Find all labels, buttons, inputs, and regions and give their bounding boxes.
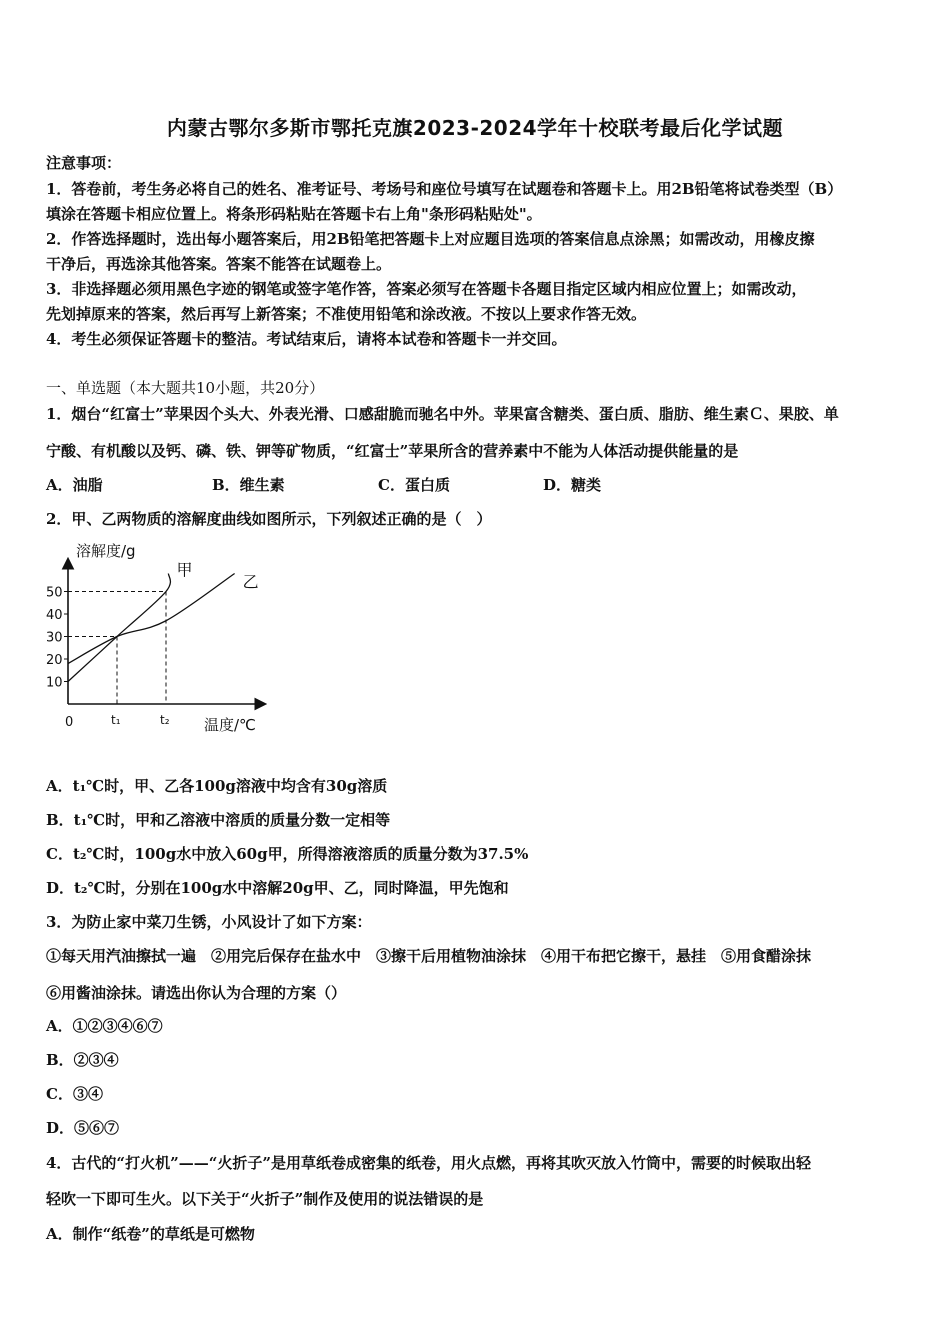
question-3-plans-cont: ⑥用酱油涂抹。请选出你认为合理的方案（） bbox=[46, 984, 347, 1002]
question-3-plans: ①每天用汽油擦拭一遍 ②用完后保存在盐水中 ③擦干后用植物油涂抹 ④用干布把它擦干，悬挂 ⑤用食醋涂抹 bbox=[46, 947, 812, 965]
y-axis-label: 溶解度/g bbox=[76, 542, 136, 560]
question-4-stem-cont: 轻吹一下即可生火。以下关于“火折子”制作及使用的说法错误的是 bbox=[46, 1190, 484, 1208]
question-1-stem: 1．烟台“红富士”苹果因个头大、外表光滑、口感甜脆而驰名中外。苹果富含糖类、蛋白质、脂肪、维生素Ｃ、果胶、单 bbox=[46, 405, 839, 423]
y-tick-label: 10 bbox=[46, 675, 63, 691]
y-tick-label: 20 bbox=[46, 653, 63, 668]
series-label: 甲 bbox=[176, 560, 193, 580]
series-line-yi bbox=[68, 574, 235, 664]
notice-heading: 注意事项： bbox=[46, 154, 122, 172]
y-tick-label: 40 bbox=[46, 608, 63, 623]
question-3-stem: 3．为防止家中菜刀生锈，小风设计了如下方案： bbox=[46, 913, 372, 931]
series-label: 乙 bbox=[242, 572, 259, 592]
notice-line: 3．非选择题必须用黑色字迹的钢笔或签字笔作答，答案必须写在答题卡各题目指定区域内相应位置上；如需改动， bbox=[46, 280, 807, 298]
q1-option-a: A．油脂 bbox=[46, 476, 103, 494]
series-line-jia bbox=[68, 574, 170, 682]
q3-option-a: A．①②③④⑥⑦ bbox=[46, 1017, 163, 1035]
notice-line: 4．考生必须保证答题卡的整洁。考试结束后，请将本试卷和答题卡一并交回。 bbox=[46, 330, 567, 348]
x-tick-label: t₁ bbox=[111, 713, 121, 727]
notice-line: 干净后，再选涂其他答案。答案不能答在试题卷上。 bbox=[46, 255, 392, 273]
q2-option-b: B．t₁℃时，甲和乙溶液中溶质的质量分数一定相等 bbox=[46, 811, 391, 829]
origin-label: 0 bbox=[65, 715, 74, 730]
question-2-stem: 2．甲、乙两物质的溶解度曲线如图所示，下列叙述正确的是（ ） bbox=[46, 510, 492, 528]
x-tick-label: t₂ bbox=[160, 713, 170, 727]
section-heading: 一、单选题（本大题共10小题，共20分） bbox=[46, 379, 325, 397]
q2-option-a: A．t₁℃时，甲、乙各100g溶液中均含有30g溶质 bbox=[46, 777, 388, 795]
q2-option-c: C．t₂℃时，100g水中放入60g甲，所得溶液溶质的质量分数为37.5% bbox=[46, 845, 529, 863]
question-4-stem: 4．古代的“打火机”——“火折子”是用草纸卷成密集的纸卷，用火点燃，再将其吹灭放入竹筒中，需要的时候取出轻 bbox=[46, 1154, 811, 1172]
q4-option-a: A．制作“纸卷”的草纸是可燃物 bbox=[46, 1225, 255, 1243]
notice-line: 2．作答选择题时，选出每小题答案后，用2B铅笔把答题卡上对应题目选项的答案信息点涂黑；如需改动，用橡皮擦 bbox=[46, 230, 815, 248]
q3-option-d: D．⑤⑥⑦ bbox=[46, 1119, 120, 1137]
q3-option-c: C．③④ bbox=[46, 1085, 103, 1103]
page-title: 内蒙古鄂尔多斯市鄂托克旗2023-2024学年十校联考最后化学试题 bbox=[166, 116, 784, 140]
q1-option-b: B．维生素 bbox=[212, 476, 285, 494]
q2-option-d: D．t₂℃时，分别在100g水中溶解20g甲、乙，同时降温，甲先饱和 bbox=[46, 879, 509, 897]
notice-line: 填涂在答题卡相应位置上。将条形码粘贴在答题卡右上角"条形码粘贴处"。 bbox=[46, 205, 542, 223]
notice-line: 先划掉原来的答案，然后再写上新答案；不准使用铅笔和涂改液。不按以上要求作答无效。 bbox=[46, 305, 647, 323]
y-tick-label: 30 bbox=[46, 630, 63, 646]
q1-option-c: C．蛋白质 bbox=[378, 476, 450, 494]
notice-line: 1．答卷前，考生务必将自己的姓名、准考证号、考场号和座位号填写在试题卷和答题卡上。用2B铅笔将试卷类型（B） bbox=[46, 180, 843, 198]
q1-option-d: D．糖类 bbox=[543, 476, 602, 494]
question-1-stem-cont: 宁酸、有机酸以及钙、磷、铁、钾等矿物质，“红富士”苹果所含的营养素中不能为人体活动提供能量的是 bbox=[46, 442, 739, 460]
q3-option-b: B．②③④ bbox=[46, 1051, 119, 1069]
x-axis-label: 温度/℃ bbox=[204, 716, 256, 734]
solubility-chart bbox=[40, 536, 280, 742]
y-tick-label: 50 bbox=[46, 585, 63, 601]
